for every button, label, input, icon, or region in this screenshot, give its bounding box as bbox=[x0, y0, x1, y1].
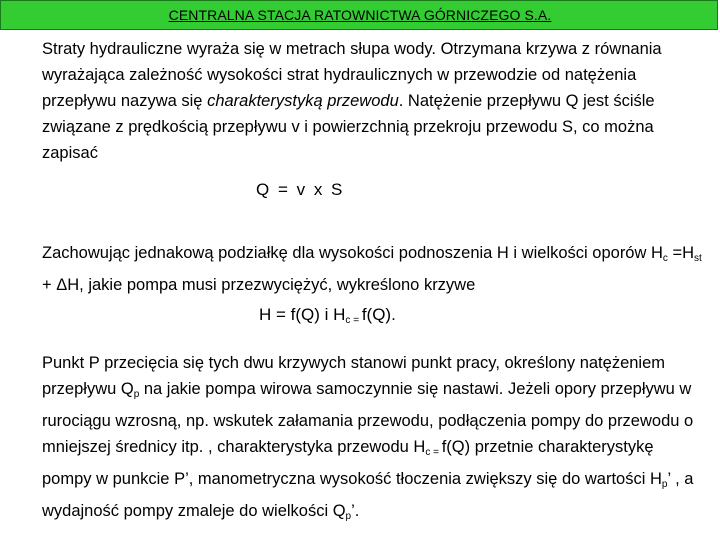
header-title: CENTRALNA STACJA RATOWNICTWA GÓRNICZEGO S.A. bbox=[168, 7, 552, 23]
paragraph3-text-b: na jakie pompa wirowa samoczynnie się nastawi. Jeżeli opory przepływu w rurociągu wzrosną, np. wskutek załamania przewodu, podłączenia pompy do przewodu o mniejszej średnicy itp. , charakterystyka przewodu H bbox=[42, 380, 694, 456]
paragraph3-text-a: Punkt P przecięcia się tych dwu krzywych stanowi punkt pracy, określony natężeniem przepływu Q bbox=[42, 354, 666, 398]
paragraph-operating-point bbox=[42, 350, 702, 530]
paragraph1-emphasis: charakterystyką przewodu bbox=[207, 92, 399, 110]
paragraph3-eq: = bbox=[430, 447, 442, 458]
paragraph3-sub-p2: p bbox=[661, 479, 668, 490]
paragraph1-text-b: . Natężenie przepływu Q jest ściśle związane z prędkością przepływu v i powierzchnią przekroju przewodu S, co można zapisać bbox=[42, 92, 655, 162]
formula-flow-rate: Q = v x S bbox=[256, 180, 345, 199]
formula-curves bbox=[259, 302, 396, 334]
formula2-eq: = bbox=[350, 315, 362, 326]
paragraph3-sub-c: c bbox=[425, 447, 431, 458]
paragraph2-text-c: + ΔH, jakie pompa musi przezwyciężyć, wykreślono krzywe bbox=[42, 276, 476, 294]
paragraph-hydraulic-losses bbox=[42, 36, 702, 166]
paragraph2-sub-c: c bbox=[662, 253, 668, 264]
paragraph3-text-e: ’. bbox=[351, 502, 360, 520]
paragraph3-text-c: f(Q) przetnie charakterystykę pompy w punkcie P’, manometryczna wysokość tłoczenia zwiększy się do wartości H bbox=[42, 438, 662, 488]
paragraph3-sub-p1: p bbox=[133, 389, 140, 400]
formula2-text-b: f(Q). bbox=[361, 305, 396, 324]
paragraph2-text-a: Zachowując jednakową podziałkę dla wysokości podnoszenia H i wielkości oporów H bbox=[42, 244, 663, 262]
paragraph3-text-d: ’ , a wydajność pompy zmaleje do wielkości Q bbox=[42, 470, 694, 520]
paragraph3-sub-p3: p bbox=[345, 511, 352, 522]
paragraph2-text-b: =H bbox=[667, 244, 695, 262]
paragraph-curves bbox=[42, 240, 702, 298]
paragraph2-sub-st: st bbox=[694, 253, 702, 264]
formula2-text-a: H = f(Q) i H bbox=[259, 305, 346, 324]
paragraph1-text-a: Straty hydrauliczne wyraża się w metrach słupa wody. Otrzymana krzywa z równania wyrażająca zależność wysokości strat hydraulicznych w przewodzie od natężenia przepływu nazywa się bbox=[42, 40, 662, 110]
formula2-sub-c: c bbox=[345, 315, 351, 326]
